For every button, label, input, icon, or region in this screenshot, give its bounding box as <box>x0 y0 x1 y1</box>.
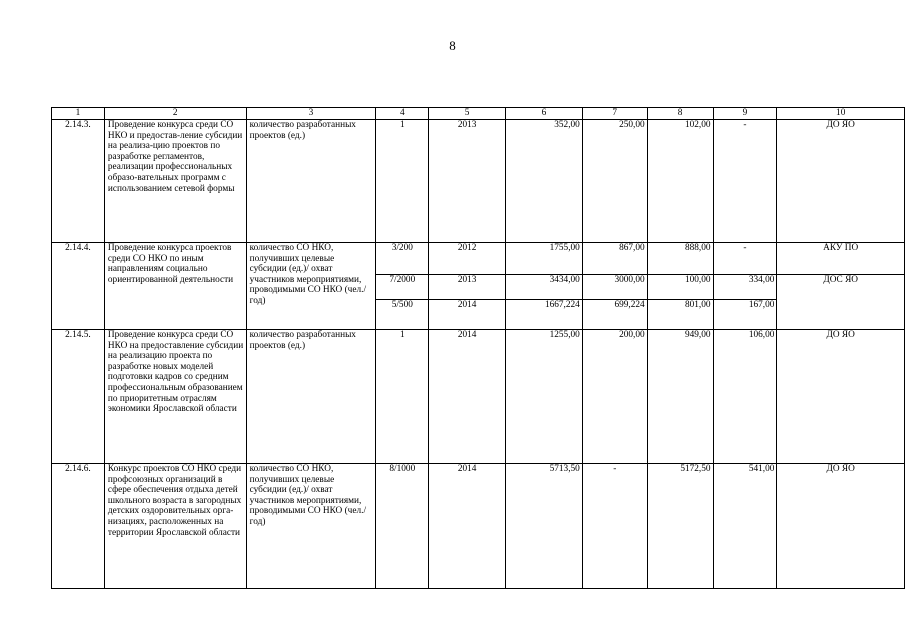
header-cell: 1 <box>52 108 105 120</box>
year-cell: 2014 <box>429 464 506 589</box>
value-cell: 8/1000 <box>376 464 429 589</box>
header-cell: 5 <box>429 108 506 120</box>
col7-cell: 200,00 <box>582 330 647 464</box>
event-cell: Конкурс проектов СО НКО среди профсоюзных организаций в сфере обеспечения отдыха детей школьного возраста в загородных детских оздоровительных орга-низациях, расположенных на территории Ярославской области <box>104 464 246 589</box>
total-cell: 5713,50 <box>506 464 583 589</box>
header-cell: 2 <box>104 108 246 120</box>
col9-cell: 167,00 <box>713 300 777 330</box>
executor-cell: ДО ЯО <box>777 464 905 589</box>
row-id: 2.14.5. <box>52 330 105 464</box>
program-table <box>51 107 905 589</box>
year-cell: 2012 <box>429 243 506 275</box>
col8-cell: 100,00 <box>647 275 713 300</box>
header-row <box>52 108 905 120</box>
col9-cell: 334,00 <box>713 275 777 300</box>
value-cell: 5/500 <box>376 300 429 330</box>
col9-cell: - <box>713 243 777 275</box>
col8-cell: 5172,50 <box>647 464 713 589</box>
header-cell: 8 <box>647 108 713 120</box>
page-number: 8 <box>449 38 456 53</box>
table-row <box>52 464 905 589</box>
year-cell: 2014 <box>429 330 506 464</box>
executor-cell: ДОС ЯО <box>777 275 905 330</box>
value-cell: 7/2000 <box>376 275 429 300</box>
event-cell: Проведение конкурса среди СО НКО и предостав-ление субсидии на реализа-цию проектов по разработке регламентов, реализации профессиональных образо-вательных программ с использованием сетевой формы <box>104 120 246 243</box>
event-cell: Проведение конкурса среди СО НКО на предоставление субсидии на реализацию проекта по разработке новых моделей подготовки кадров со средним профессиональным образованием по приоритетным отраслям экономики Ярославской области <box>104 330 246 464</box>
col7-cell: 867,00 <box>582 243 647 275</box>
value-cell: 1 <box>376 330 429 464</box>
row-id: 2.14.4. <box>52 243 105 330</box>
header-cell: 4 <box>376 108 429 120</box>
col8-cell: 801,00 <box>647 300 713 330</box>
event-cell: Проведение конкурса проектов среди СО НКО по иным направлениям социально ориентированной деятельности <box>104 243 246 330</box>
year-cell: 2014 <box>429 300 506 330</box>
indicator-cell: количество СО НКО, получивших целевые субсидии (ед.)/ охват участников мероприятиями, проводимыми СО НКО (чел./год) <box>246 464 376 589</box>
row-id: 2.14.6. <box>52 464 105 589</box>
col9-cell: 106,00 <box>713 330 777 464</box>
total-cell: 3434,00 <box>506 275 583 300</box>
table-row <box>52 120 905 243</box>
col7-cell: 3000,00 <box>582 275 647 300</box>
col9-cell: 541,00 <box>713 464 777 589</box>
header-cell: 9 <box>713 108 777 120</box>
value-cell: 3/200 <box>376 243 429 275</box>
year-cell: 2013 <box>429 120 506 243</box>
value-cell: 1 <box>376 120 429 243</box>
col8-cell: 102,00 <box>647 120 713 243</box>
indicator-cell: количество СО НКО, получивших целевые субсидии (ед.)/ охват участников мероприятиями, проводимыми СО НКО (чел./год) <box>246 243 376 330</box>
year-cell: 2013 <box>429 275 506 300</box>
table-row <box>52 243 905 275</box>
total-cell: 1667,224 <box>506 300 583 330</box>
total-cell: 1255,00 <box>506 330 583 464</box>
col7-cell: 699,224 <box>582 300 647 330</box>
header-cell: 6 <box>506 108 583 120</box>
col9-cell: - <box>713 120 777 243</box>
header-cell: 3 <box>246 108 376 120</box>
total-cell: 1755,00 <box>506 243 583 275</box>
header-cell: 10 <box>777 108 905 120</box>
row-id: 2.14.3. <box>52 120 105 243</box>
col7-cell: 250,00 <box>582 120 647 243</box>
indicator-cell: количество разработанных проектов (ед.) <box>246 120 376 243</box>
header-cell: 7 <box>582 108 647 120</box>
col7-cell: - <box>582 464 647 589</box>
indicator-cell: количество разработанных проектов (ед.) <box>246 330 376 464</box>
col8-cell: 888,00 <box>647 243 713 275</box>
col8-cell: 949,00 <box>647 330 713 464</box>
executor-cell: ДО ЯО <box>777 330 905 464</box>
table-row <box>52 330 905 464</box>
executor-cell: АКУ ПО <box>777 243 905 275</box>
total-cell: 352,00 <box>506 120 583 243</box>
executor-cell: ДО ЯО <box>777 120 905 243</box>
